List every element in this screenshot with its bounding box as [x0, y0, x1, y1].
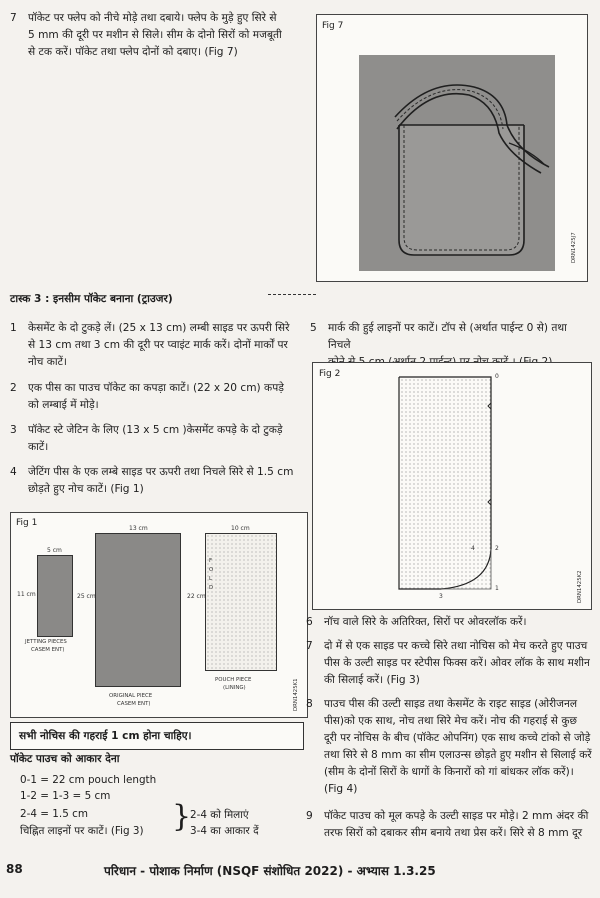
jetting-piece — [37, 555, 73, 637]
step-text: एक पीस का पाउच पॉकेट का कपड़ा काटें। (22 x 20 cm) कपड़े को लम्बाई में मोड़े। — [28, 382, 284, 411]
dim-5cm: 5 cm — [47, 547, 62, 554]
step-2-paragraph — [10, 380, 306, 414]
step-3-paragraph — [10, 422, 306, 456]
dim-22cm: 22 cm — [187, 593, 206, 600]
figure-label: Fig 2 — [319, 369, 341, 379]
step-7-paragraph — [10, 10, 306, 70]
dim-25cm: 25 cm — [77, 593, 96, 600]
step-number: 8 — [306, 698, 313, 710]
dashed-divider — [268, 294, 316, 295]
step-text: दो में से एक साइड पर कच्चे सिरे तथा नोचिस को मेच करते हुए पाउच पीस के उल्टी साइड पर स्टेपीस फिक्स करें। ओवर लॉक के साथ मशीन की सिलाई करें। (Fig 3) — [324, 640, 590, 686]
figure-7 — [316, 14, 588, 282]
pouch-label-2: (LINING) — [223, 685, 246, 691]
pouch-piece — [205, 533, 277, 671]
figure-2 — [312, 362, 592, 610]
fold-letter: D — [209, 585, 214, 591]
original-label-1: ORIGINAL PIECE — [109, 693, 153, 699]
step-number: 5 — [310, 322, 317, 334]
fold-label — [209, 557, 215, 593]
step-text: नॉच वाले सिरे के अतिरिक्त, सिरों पर ओवरलॉक करें। — [324, 616, 527, 628]
pouch-measure-4: चिह्नित लाइनों पर काटें। (Fig 3) — [20, 825, 144, 837]
step-8-paragraph — [306, 696, 594, 800]
step-text: पॉकेट पर फ्लेप को नीचे मोड़े तथा दबाये। फ्लेप के मुड़े हुए सिरे से 5 mm की दूरी पर मशीन से सिले। सीम के दोनो सिरों को मजबूती से टक करें। पॉकेट तथा फ्लेप दोनों को दबाए। (Fig 7) — [28, 12, 282, 58]
figure-label: Fig 7 — [322, 21, 344, 31]
point-3: 3 — [439, 593, 443, 600]
step-number: 3 — [10, 424, 17, 436]
brace-symbol: } — [172, 799, 192, 834]
pouch-measure-2: 1-2 = 1-3 = 5 cm — [20, 790, 111, 802]
step-number: 9 — [306, 810, 313, 822]
jetting-label-2: CASEM ENT) — [31, 647, 65, 653]
pouch-label-1: POUCH PIECE — [215, 677, 252, 683]
point-4: 4 — [471, 545, 475, 552]
note-box — [10, 722, 304, 750]
fold-letter: O — [209, 567, 214, 573]
pouch-shaping-drawing — [313, 363, 591, 609]
footer-title: परिधान - पोशाक निर्माण (NSQF संशोधित 2022) - अभ्यास 1.3.25 — [104, 864, 436, 878]
step-number: 7 — [10, 12, 17, 24]
step-text: मार्क की हुई लाइनों पर काटें। टॉप से (अर्थात पाईन्ट 0 से) तथा निचले — [328, 322, 567, 351]
note-text: सभी नोचिस की गहराई 1 cm होना चाहिए। — [19, 730, 192, 742]
dim-10cm: 10 cm — [231, 525, 250, 532]
step-4-paragraph — [10, 464, 306, 498]
original-label-2: CASEM ENT) — [117, 701, 151, 707]
jetting-label-1: JETTING PIECES — [25, 639, 67, 645]
step-1-paragraph — [10, 320, 306, 372]
point-0: 0 — [495, 373, 499, 380]
brace-text-1: 2-4 को मिलाएं — [190, 809, 249, 821]
page-number: 88 — [6, 862, 23, 876]
step-text: केसमेंट के दो टुकड़े लें। (25 x 13 cm) लम्बी साइड पर ऊपरी सिरे से 13 cm तथा 3 cm की दूरी पर प्वाइंट मार्क करें। दोनों मार्कों पर नोच काटें। — [28, 322, 290, 368]
step-number: 1 — [10, 322, 17, 334]
pouch-size-heading: पॉकेट पाउच को आकार देना — [10, 753, 120, 765]
step-number: 7 — [306, 640, 313, 652]
fold-letter: L — [209, 576, 213, 582]
step-6-paragraph — [306, 614, 594, 632]
step-text: पॉकेट स्टे जेटिन के लिए (13 x 5 cm )केसमेंट कपड़े के दो टुकड़े काटें। — [28, 424, 283, 453]
point-1: 1 — [495, 585, 499, 592]
figure-1 — [10, 512, 308, 718]
pocket-with-flap-drawing — [359, 55, 555, 271]
step-9-paragraph — [306, 808, 594, 844]
step-7b-paragraph — [306, 638, 594, 690]
step-text: जेटिंग पीस के एक लम्बे साइड पर ऊपरी तथा निचले सिरे से 1.5 cm छोड़ते हुए नोच काटें। (Fig 1) — [28, 466, 294, 495]
step-number: 4 — [10, 466, 17, 478]
fold-letter: F — [209, 558, 213, 564]
point-2: 2 — [495, 545, 499, 552]
figure-label: Fig 1 — [16, 518, 38, 528]
dim-11cm: 11 cm — [17, 591, 36, 598]
figure-code: DRN1425K1 — [293, 678, 299, 711]
step-5-paragraph — [310, 320, 592, 356]
figure-code: DRN1425K2 — [577, 570, 583, 603]
original-piece — [95, 533, 181, 687]
dim-13cm: 13 cm — [129, 525, 148, 532]
pouch-measure-1: 0-1 = 22 cm pouch length — [20, 774, 157, 786]
pouch-measure-3: 2-4 = 1.5 cm — [20, 808, 88, 820]
step-number: 6 — [306, 616, 313, 628]
step-number: 2 — [10, 382, 17, 394]
task-3-heading: टास्क 3 : इनसीम पॉकेट बनाना (ट्राउजर) — [10, 293, 173, 305]
step-text: पाउच पीस की उल्टी साइड तथा केसमेंट के राइट साइड (ओरीजनल पीस)को एक साथ, नोच तथा सिरे मेच करें। नोच की गहराई से कुछ दूरी पर नोचिस के बीच (पॉकेट ओपनिंग) एक साथ कच्चे टांको से जोड़े तथा सिरे से 8 mm का सीम एलाउन्स छोड़ते हुए मशीन से सिलाई करें (सीम के दोनों सिरों के धागों के किनारों को गां बांधकर लॉक करें)। (Fig 4) — [324, 698, 592, 795]
pocket-photo — [359, 55, 555, 271]
figure-code: DRN1425J7 — [571, 232, 577, 263]
step-text: पॉकेट पाउच को मूल कपड़े के उल्टी साइड पर मोड़े। 2 mm अंदर की तरफ सिरों को दबाकर सीम बनाये तथा प्रेस करें। सिरे से 8 mm दूर — [324, 810, 589, 839]
brace-text-2: 3-4 का आकार दें — [190, 825, 259, 837]
